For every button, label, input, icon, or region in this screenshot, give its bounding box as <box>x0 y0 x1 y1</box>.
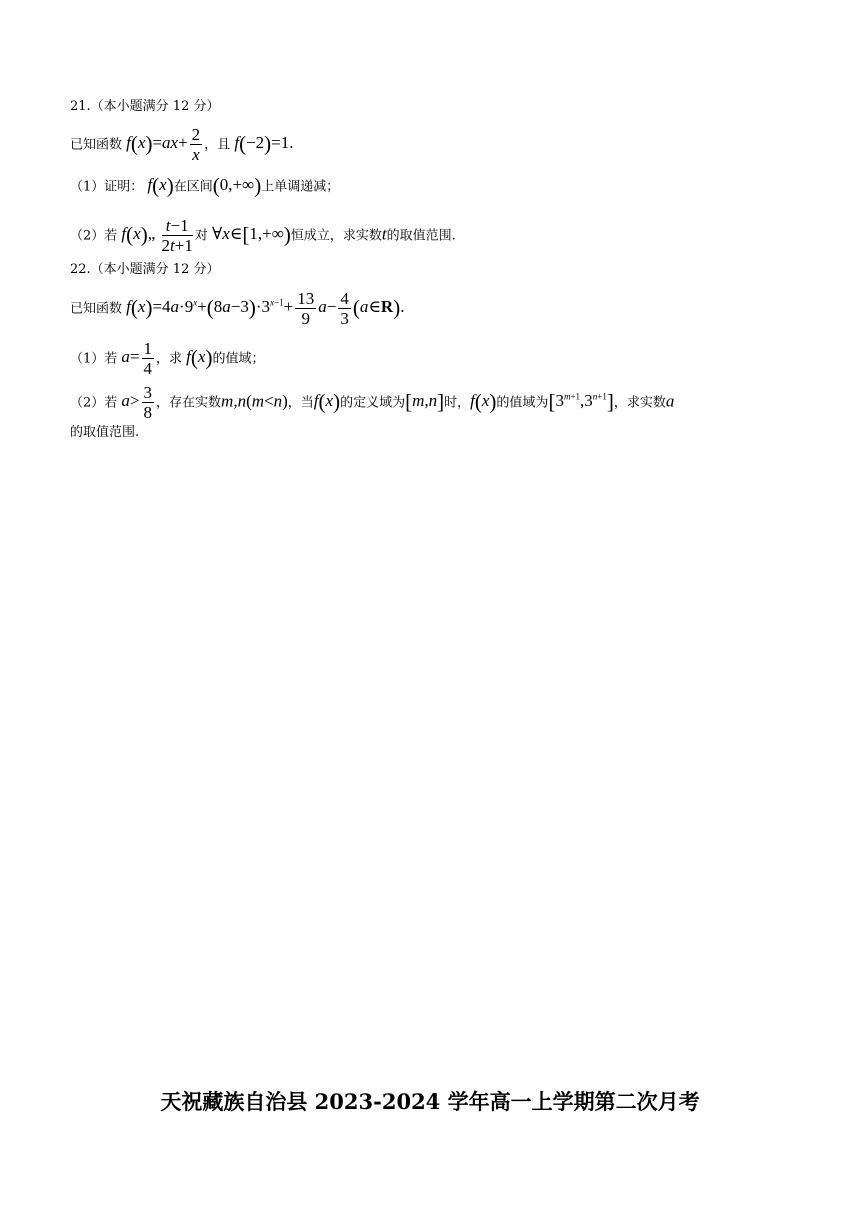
q21-stem-prefix: 已知函数 <box>70 137 123 153</box>
q21-header: 21.（本小题满分 12 分） <box>70 99 220 114</box>
q22-part1 <box>70 340 264 377</box>
q21-part1 <box>70 176 339 197</box>
q21-part1-fx: f(x) <box>147 174 174 198</box>
q21-part2 <box>70 217 456 254</box>
q21-part1-end: 上单调递减； <box>261 179 340 195</box>
q21-part1-text: 在区间 <box>173 179 213 195</box>
q21-part2-label: （2）若 <box>70 228 118 244</box>
q21-var-t: t <box>381 224 387 244</box>
q21-condition: f(−2)=1. <box>234 132 294 156</box>
q22-part2-domain: [m,n] <box>405 390 445 414</box>
q22-part1-cond: a= $\frac{1}{4}$ <box>121 339 153 378</box>
q22-stem <box>70 290 404 327</box>
q22-part1-fx: f(x) <box>186 346 213 370</box>
q21-interval: (0,+∞) <box>212 174 262 198</box>
q21-part2-end: 恒成立，求实数 <box>290 228 382 244</box>
q22-stem-prefix: 已知函数 <box>70 301 123 317</box>
q22-part1-label: （1）若 <box>70 351 118 367</box>
q21-part2-ineq: f(x)„ $\frac{t-1}{2t+1}$ <box>121 216 193 255</box>
q22-part2 <box>70 384 674 421</box>
q22-part2-range: $[3^{m+1},3^{n+1}]$ <box>548 390 614 414</box>
q22-part2-fx1: f(x) <box>313 390 341 414</box>
q21-part2-text: 对 <box>194 228 208 244</box>
q22-var-a: a <box>665 391 675 411</box>
q22-header: 22.（本小题满分 12 分） <box>70 262 220 277</box>
q22-part2-cond: a> $\frac{3}{8}$ <box>121 383 153 422</box>
q22-part2-mn: m,n(m<n) <box>221 391 288 411</box>
q22-part2-cont: 的取值范围. <box>70 425 140 440</box>
q22-part1-text: ，求 <box>156 351 183 367</box>
q21-stem <box>70 126 294 163</box>
q22-part2-label: （2）若 <box>70 395 118 411</box>
q22-part2-text5: 的值域为 <box>496 395 549 411</box>
q22-part1-end: 的值域； <box>212 351 265 367</box>
q21-part1-label: （1）证明： <box>70 179 144 195</box>
q21-part2-tail: 的取值范围. <box>386 228 456 244</box>
q21-stem-middle: ，且 <box>204 137 231 153</box>
q22-part2-text3: 的定义域为 <box>340 395 406 411</box>
q22-part2-text2: ，当 <box>287 395 314 411</box>
q21-part2-domain: ∀x∈[1,+∞) <box>211 223 291 247</box>
q22-function-def: $f(x)=4a\cdot 9^x+(8a-3)\cdot 3^{x-1}+$ $\frac{13}{9}$ a− $\frac{4}{3}$ (a∈R). <box>126 289 405 328</box>
q22-part2-text4: 时， <box>444 395 471 411</box>
q22-part2-fx2: f(x) <box>470 390 497 414</box>
page-title: 天祝藏族自治县 2023-2024 学年高一上学期第二次月考 <box>160 1089 700 1114</box>
q22-part2-text6: ，求实数 <box>613 395 666 411</box>
q22-part2-text1: ，存在实数 <box>156 395 222 411</box>
q21-function-def: f(x)=ax+ $\frac{2}{x}$ <box>126 125 201 164</box>
